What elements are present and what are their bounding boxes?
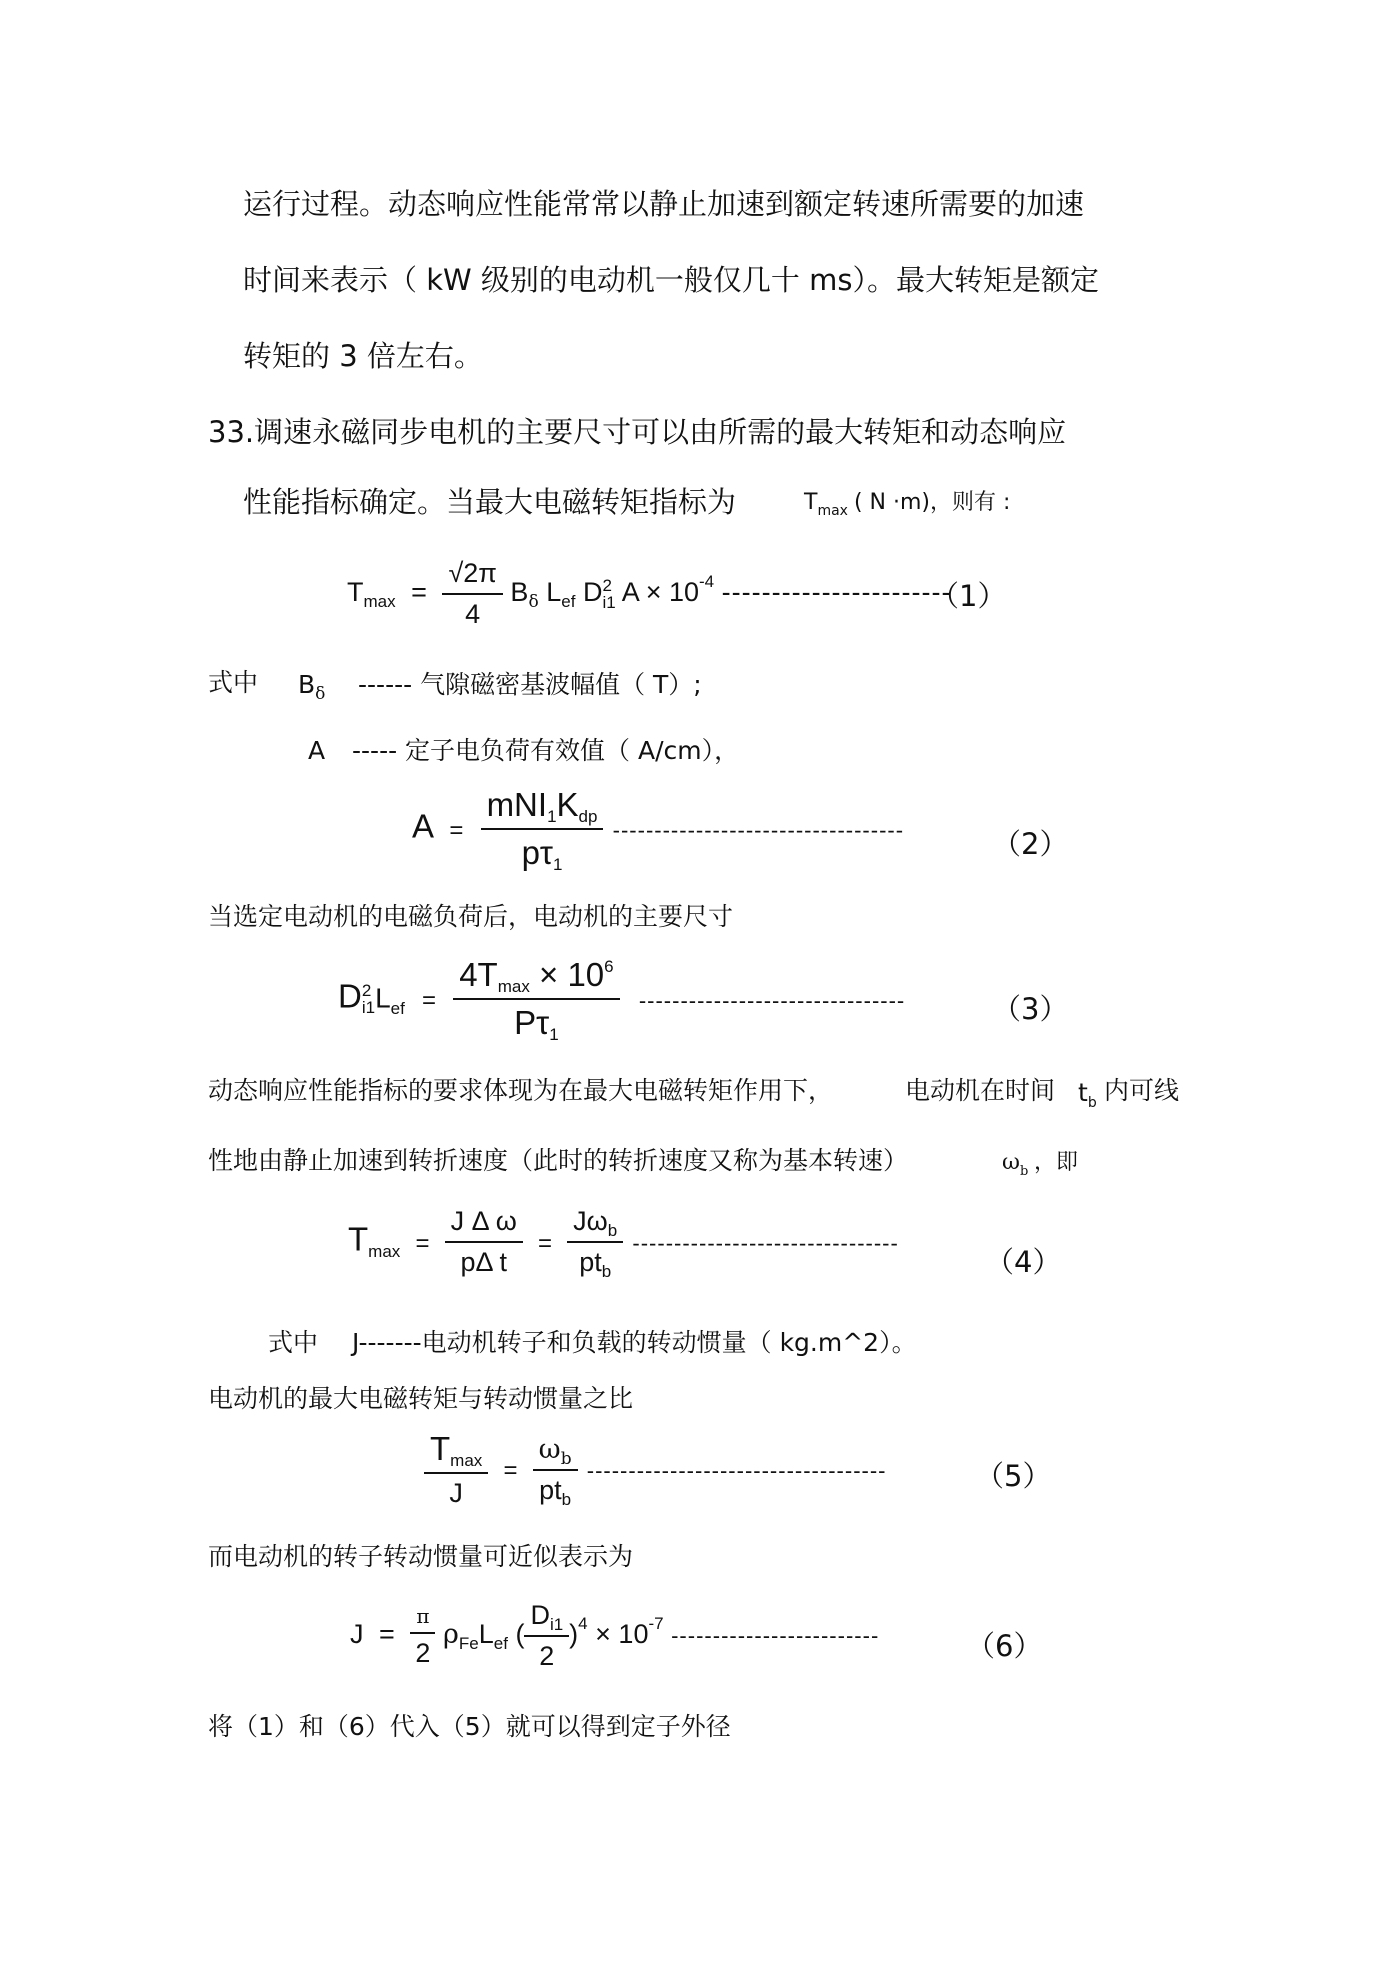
- eq1-number: （1）: [930, 579, 1007, 613]
- omega-b-sub: b: [1019, 1164, 1029, 1179]
- eq6-dashes: -------------------------: [671, 1623, 880, 1649]
- eq1-dashes: -----------------------: [721, 577, 952, 608]
- def3-prefix: 式中: [268, 1328, 319, 1357]
- eq5-fraction-1: [424, 1430, 488, 1509]
- eq6-den-2: 2: [539, 1641, 555, 1671]
- eq1-equals: =: [411, 577, 427, 608]
- eq3-d-sup: 2: [361, 981, 372, 1000]
- eq6-lparen: (: [515, 1619, 525, 1650]
- tb-symbol: [1078, 1078, 1097, 1111]
- eq5-dashes: ------------------------------------: [586, 1458, 887, 1484]
- eq4-number: （4）: [985, 1245, 1062, 1279]
- eq3-l-sub: ef: [390, 998, 405, 1018]
- eq4-equals-2: =: [537, 1229, 552, 1257]
- text-after-eq3-line-1b: 电动机在时间: [905, 1076, 1056, 1105]
- eq1-lhs-sub: max: [363, 592, 396, 612]
- tmax-unit: [804, 490, 1011, 519]
- eq1-b: B: [510, 577, 529, 608]
- eq4-fraction-1: [445, 1206, 523, 1278]
- eq2-lhs: A: [412, 807, 433, 845]
- eq6-rho: ρ: [442, 1619, 459, 1651]
- eq6-exp: -7: [648, 1614, 664, 1634]
- eq6-equals: =: [379, 1619, 395, 1650]
- equation-3: [338, 956, 905, 1042]
- text-last: 将（1）和（6）代入（5）就可以得到定子外径: [208, 1712, 731, 1741]
- eq4-lhs: T: [348, 1220, 369, 1258]
- eq2-num-sub1: 1: [547, 807, 557, 826]
- eq5-den-2-pt: pt: [539, 1474, 562, 1505]
- eq4-den-2-sub: b: [601, 1262, 612, 1281]
- eq6-num-2-sub: i1: [549, 1615, 564, 1634]
- tb-t: t: [1078, 1078, 1088, 1107]
- eq2-num-k: K: [556, 786, 579, 823]
- eq5-den-2-sub: b: [561, 1489, 572, 1509]
- def1-delta: δ: [315, 684, 326, 704]
- def1-symbol: [298, 670, 326, 704]
- text-before-eq5: 电动机的最大电磁转矩与转动惯量之比: [208, 1384, 634, 1413]
- tmax-sub: max: [817, 503, 848, 519]
- equation-4: [348, 1206, 899, 1281]
- eq4-den-2-pt: pt: [579, 1247, 602, 1277]
- eq4-den-2: [567, 1243, 623, 1281]
- equation-6: [350, 1600, 879, 1672]
- eq3-num-exp: 6: [604, 957, 614, 976]
- eq6-tail: × 10: [595, 1619, 649, 1650]
- eq3-denominator: [453, 1000, 619, 1042]
- tmax-symbol: T: [804, 490, 818, 515]
- eq4-equals-1: =: [415, 1229, 430, 1257]
- eq4-lhs-sub: max: [368, 1241, 401, 1261]
- eq3-fraction: [453, 956, 619, 1042]
- eq6-fraction-2: [524, 1600, 569, 1672]
- def2-symbol: A: [308, 736, 326, 765]
- eq5-num-2-sub: b: [560, 1448, 572, 1469]
- eq2-denominator: [481, 830, 604, 872]
- eq5-den-1: J: [449, 1478, 463, 1508]
- eq4-num-2-sub: b: [607, 1221, 618, 1240]
- eq1-delta: δ: [528, 592, 539, 613]
- eq3-equals: =: [422, 986, 437, 1014]
- eq4-num-1: J Δ ω: [445, 1206, 523, 1243]
- equation-2: [412, 786, 904, 872]
- eq4-dashes: --------------------------------: [632, 1230, 899, 1256]
- eq1-d-sub: i1: [602, 593, 616, 612]
- eq2-numerator: [481, 786, 604, 830]
- eq3-numerator: [453, 956, 619, 1000]
- text-after-eq3-line-1c: 内可线: [1104, 1076, 1180, 1105]
- eq5-number: （5）: [975, 1459, 1052, 1493]
- eq2-number: （2）: [992, 827, 1069, 861]
- text-after-eq3-line-2b: ，即: [1034, 1150, 1079, 1175]
- eq5-num-2-omega: ω: [538, 1433, 561, 1465]
- eq6-l-sub: ef: [493, 1634, 508, 1654]
- eq6-exp4: 4: [578, 1614, 588, 1634]
- eq2-equals: =: [449, 816, 464, 844]
- tb-sub: b: [1087, 1095, 1097, 1111]
- eq1-tail: A × 10: [621, 577, 700, 608]
- eq6-num-2: [524, 1600, 569, 1637]
- text-after-eq2: 当选定电动机的电磁负荷后，电动机的主要尺寸: [208, 902, 734, 931]
- eq6-rparen: ): [569, 1619, 579, 1650]
- eq6-lhs: J: [350, 1619, 364, 1650]
- equation-1: [347, 558, 951, 630]
- def2-text: ----- 定子电负荷有效值（ A/cm），: [352, 736, 740, 765]
- eq6-rho-sub: Fe: [458, 1634, 479, 1654]
- def1-prefix: 式中: [208, 668, 259, 697]
- eq4-num-2: [567, 1206, 623, 1243]
- eq1-exp: -4: [699, 572, 715, 592]
- eq1-d: D: [582, 577, 603, 608]
- eq5-num-1: [424, 1430, 488, 1474]
- eq2-den-sub: 1: [552, 855, 563, 874]
- eq1-fraction: [442, 558, 502, 630]
- eq6-number: （6）: [966, 1629, 1043, 1663]
- eq2-den-ptau: pτ: [521, 834, 553, 871]
- eq2-fraction: [481, 786, 604, 872]
- paragraph-line-3: 转矩的 3 倍左右。: [243, 339, 483, 373]
- eq3-den-sub: 1: [549, 1025, 559, 1044]
- def1-b: B: [298, 670, 316, 699]
- eq5-fraction-2: [533, 1433, 578, 1509]
- text-after-eq3-line-1a: 动态响应性能指标的要求体现为在最大电磁转矩作用下，: [208, 1076, 834, 1105]
- omega-b-symbol: [1002, 1150, 1029, 1179]
- eq5-num-1-sub: max: [450, 1451, 483, 1470]
- eq4-num-2-jomega: Jω: [573, 1206, 608, 1236]
- eq3-num-4t: 4T: [459, 956, 498, 993]
- eq3-number: （3）: [992, 992, 1069, 1026]
- eq2-num-mni: mNI: [486, 786, 548, 823]
- eq2-dashes: -----------------------------------: [612, 817, 905, 843]
- paragraph-line-2: 时间来表示（ kW 级别的电动机一般仅几十 ms）。最大转矩是额定: [243, 263, 1099, 297]
- eq3-den-ptau: Pτ: [514, 1004, 550, 1041]
- eq5-den-2: [533, 1471, 578, 1509]
- eq3-dashes: --------------------------------: [638, 987, 906, 1013]
- def3-text: J-------电动机转子和负载的转动惯量（ kg.m^2）。: [352, 1328, 917, 1357]
- eq5-num-2: [533, 1434, 578, 1471]
- eq6-l: L: [478, 1619, 494, 1650]
- eq6-num-1: π: [410, 1604, 435, 1634]
- eq6-den-1: 2: [415, 1637, 431, 1668]
- eq1-denominator: 4: [465, 599, 481, 629]
- item-33-line-2: 性能指标确定。当最大电磁转矩指标为: [243, 485, 737, 519]
- eq3-num-sub: max: [497, 977, 530, 996]
- eq5-equals: =: [503, 1457, 518, 1485]
- eq4-fraction-2: [567, 1206, 623, 1281]
- eq1-l-sub: ef: [561, 592, 576, 612]
- tmax-unit-rest: ( N ·m)，则有 :: [853, 490, 1011, 515]
- equation-5: [424, 1430, 887, 1509]
- eq4-den-1: pΔ t: [460, 1247, 508, 1277]
- eq1-numerator: √2π: [442, 558, 502, 595]
- def1-text: ------ 气隙磁密基波幅值（ T）;: [358, 670, 702, 699]
- eq3-num-tail: × 10: [539, 956, 605, 993]
- omega-b-omega: ω: [1002, 1150, 1020, 1175]
- eq3-l: L: [375, 982, 391, 1014]
- eq3-d: D: [338, 977, 362, 1015]
- eq3-d-sub: i1: [361, 998, 376, 1017]
- eq6-num-2-d: D: [530, 1600, 550, 1630]
- eq6-fraction-1: [410, 1604, 435, 1669]
- eq1-d-sup: 2: [602, 576, 612, 595]
- eq2-num-sub2: dp: [578, 807, 598, 826]
- text-before-eq6: 而电动机的转子转动惯量可近似表示为: [208, 1542, 634, 1571]
- paragraph-line-1: 运行过程。动态响应性能常常以静止加速到额定转速所需要的加速: [243, 187, 1085, 221]
- eq5-num-1-t: T: [430, 1430, 451, 1467]
- eq1-l: L: [546, 577, 562, 608]
- eq1-lhs: T: [347, 577, 364, 608]
- text-after-eq3-line-2a: 性地由静止加速到转折速度（此时的转折速度又称为基本转速）: [208, 1146, 909, 1175]
- item-33-line-1: 33.调速永磁同步电机的主要尺寸可以由所需的最大转矩和动态响应: [208, 415, 1067, 449]
